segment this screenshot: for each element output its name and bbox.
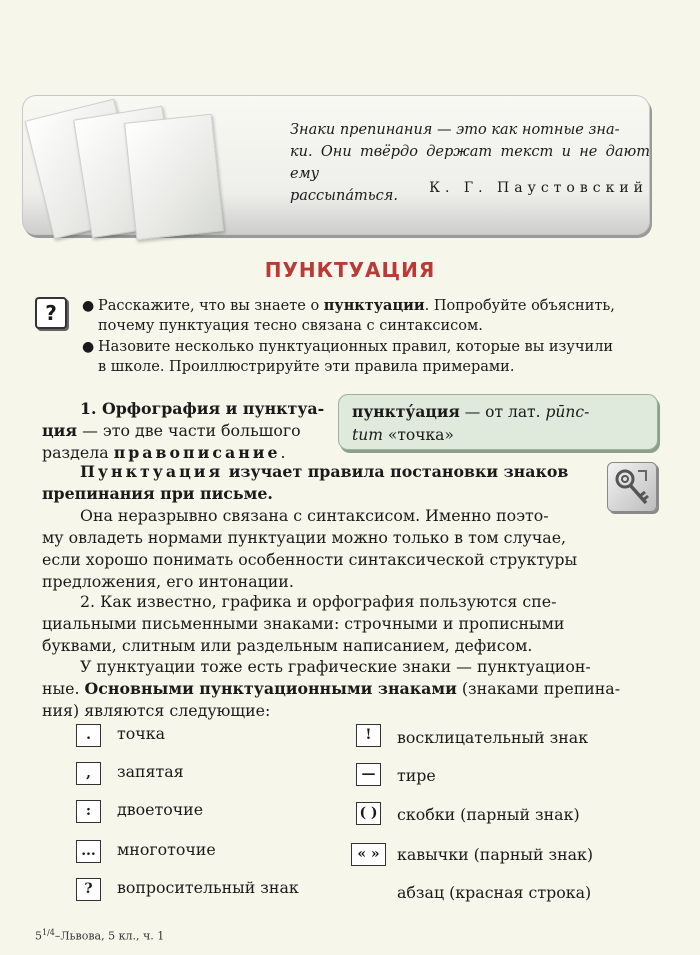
mark-label: многоточие [117,840,216,859]
etymology-gloss: «точка» [382,426,454,444]
mark-label: кавычки (парный знак) [397,845,594,864]
mark-label: двоеточие [117,800,204,819]
body-text: — это две части большого [77,421,301,440]
paragraph-line: циальными письменными знаками: строчными и прописными [42,614,565,633]
paragraph-bold: Основными пунктуационными знаками [84,679,457,698]
question-mark-icon: ? [35,297,67,329]
paragraph-line: 2. Как известно, графика и орфография пользуются спе- [80,592,557,611]
comma-symbol-box: , [76,762,101,785]
mark-label: запятая [117,762,184,781]
mark-label: точка [117,724,165,743]
epigraph-line: рассыпа́ться. [290,188,398,204]
footer-signature: 5 [35,929,42,943]
etymology-text [352,400,648,447]
question-text: в школе. Проиллюстрируйте эти правила примерами. [98,359,515,375]
paragraph [42,591,642,657]
paragraph-line: ния) являются следующие: [42,701,271,720]
page-title: ПУНКТУАЦИЯ [264,258,436,282]
term-spaced: правописание [113,443,281,462]
question-symbol-box: ? [76,878,101,901]
question-item [82,337,662,377]
paragraph-line: предложения, его интонации. [42,572,294,591]
paragraph-line: У пунктуации тоже есть графические знаки — пунктуацион- [80,657,591,676]
rule-text: препинания при письме. [42,484,273,503]
epigraph-line: ки. Они твёрдо держат текст и не дают ему [290,144,650,182]
mark-label: восклицательный знак [397,728,589,747]
page-footer [35,928,164,943]
latin-word: tum [352,426,383,444]
question-text: почему пунктуация тесно связана с синтаксисом. [98,318,483,334]
mark-label: тире [397,766,436,785]
body-text: . [280,443,286,462]
footer-fraction: 1/4 [42,928,55,937]
quotes-symbol-box: « » [351,843,386,866]
rule-block [42,461,602,505]
bullet-icon: ● [82,298,95,314]
paragraph-line: Она неразрывно связана с синтаксисом. Именно поэто- [80,506,549,525]
question-keyword: пунктуации [323,297,425,314]
paragraph [42,656,642,722]
colon-symbol-box: : [76,800,101,823]
exclamation-symbol-box: ! [356,724,381,747]
question-item [82,296,662,336]
paragraph-text: ные. [42,679,85,698]
body-text: раздела [42,443,114,462]
section-heading: ция [42,421,78,440]
question-list [82,296,662,377]
footer-text: –Львова, 5 кл., ч. 1 [54,929,165,943]
question-text: Расскажите, что вы знаете о [98,298,324,314]
rule-term: Пунктуация [80,462,224,481]
etymology-text-part: — от лат. [459,403,546,421]
section-1-intro [42,398,332,464]
mark-label: вопросительный знак [117,878,299,897]
epigraph-line: Знаки препинания — это как нотные зна- [290,122,620,138]
mark-label: скобки (парный знак) [397,805,580,824]
latin-word: pūnc- [545,403,590,421]
paragraph-line: буквами, слитным или раздельным написанием, дефисом. [42,636,533,655]
mark-label: абзац (красная строка) [397,883,592,902]
paper-sheet-image [124,114,224,241]
paragraph-line: му овладеть нормами пунктуации можно только в том случае, [42,528,567,547]
parentheses-symbol-box: ( ) [356,802,381,825]
dash-symbol-box: — [356,763,381,786]
paragraph-line: если хорошо понимать особенности синтаксической структуры [42,550,578,569]
paragraph [42,505,642,593]
etymology-word: пункту́ация [352,402,460,421]
bullet-icon: ● [82,339,95,355]
question-text: . Попробуйте объяснить, [424,298,615,314]
ellipsis-symbol-box: ... [76,840,101,863]
rule-text: изучает правила постановки знаков [223,462,569,481]
epigraph-author: К. Г. Паустовский [429,180,648,196]
section-heading: 1. Орфография и пунктуа- [80,399,325,418]
paragraph-text: (знаками препина- [456,679,621,698]
question-text: Назовите несколько пунктуационных правил, которые вы изучили [98,339,614,355]
period-symbol-box: . [76,724,101,747]
